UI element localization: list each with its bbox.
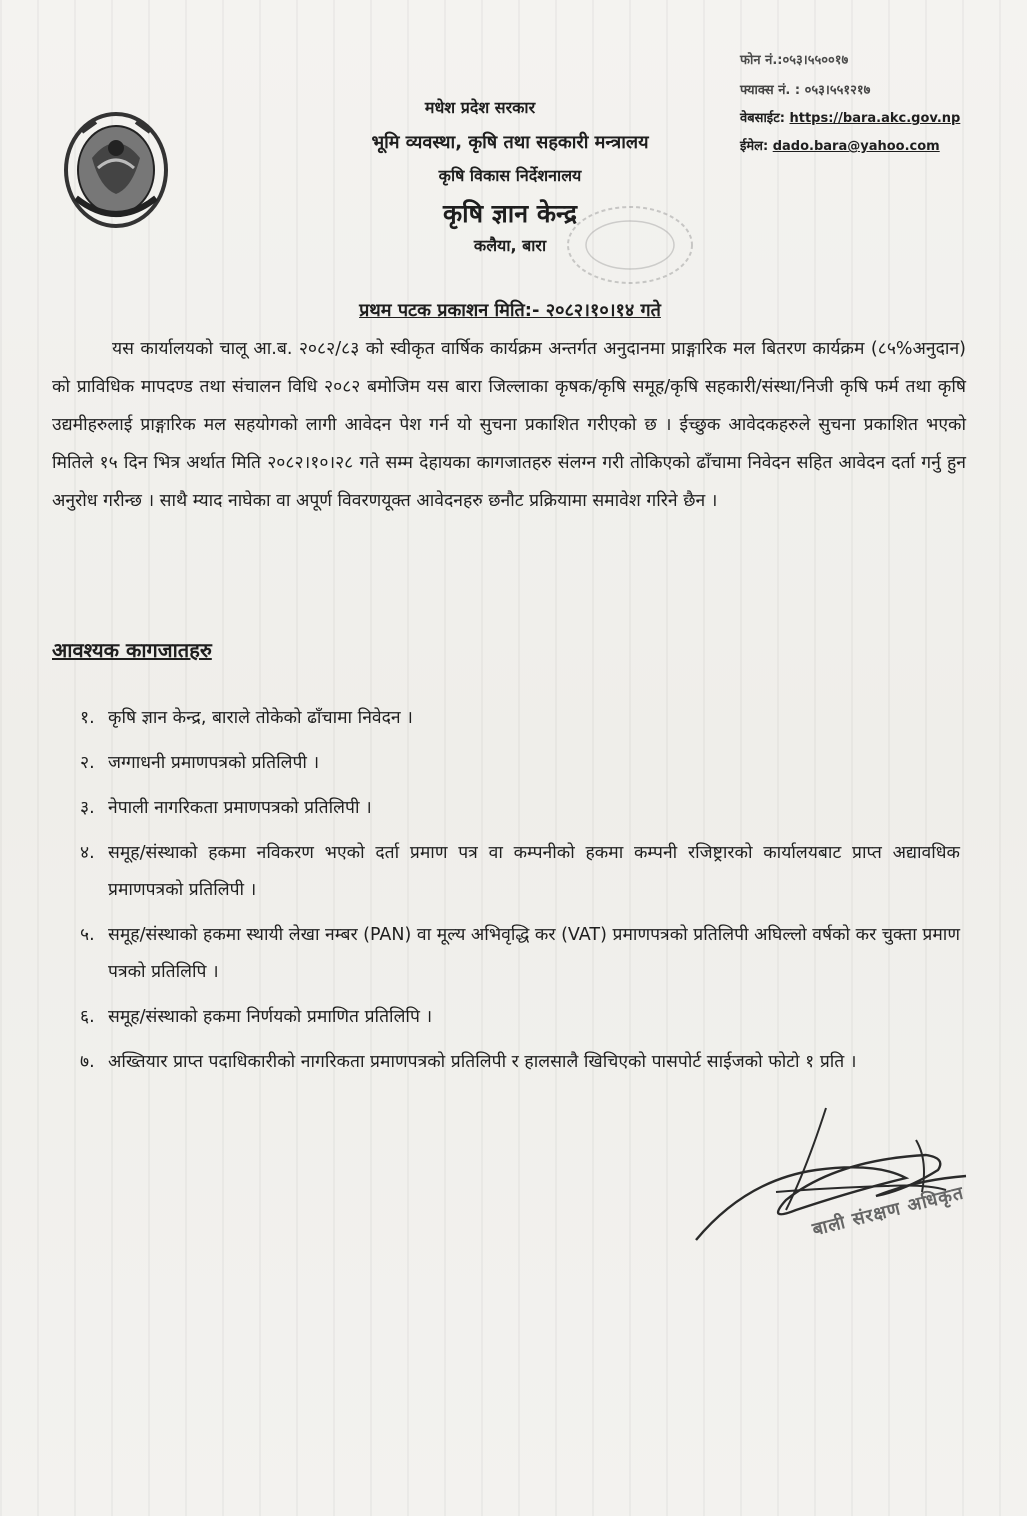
requirements-list [60,700,960,1089]
list-item [60,700,960,737]
list-item-number: १. [80,708,95,728]
email-link[interactable]: dado.bara@yahoo.com [772,139,940,154]
list-item-text: जग्गाधनी प्रमाणपत्रको प्रतिलिपी । [108,753,320,773]
office-stamp-icon [560,200,700,290]
list-item [60,1044,960,1081]
list-item-number: ४. [80,843,95,863]
email-label: ईमेल: [740,139,769,154]
website-label: वेबसाईट: [740,111,785,126]
publication-date: प्रथम पटक प्रकाशन मिति:- २०८२।१०।१४ गते [359,300,661,321]
header-location: कलैया, बारा [473,236,547,255]
list-item-number: ३. [80,798,95,818]
list-item-number: २. [80,753,95,773]
website-link[interactable]: https://bara.akc.gov.np [789,111,961,126]
header-office-name: कृषि ज्ञान केन्द्र [442,199,578,228]
list-item-text: नेपाली नागरिकता प्रमाणपत्रको प्रतिलिपी । [108,798,372,818]
list-item [60,999,960,1036]
contact-email [740,136,1020,154]
contact-phone: फोन नं.:०५३।५५००१७ [740,53,849,68]
list-item-text: कृषि ज्ञान केन्द्र, बाराले तोकेको ढाँचामा निवेदन । [108,708,413,728]
list-item [60,835,960,909]
requirements-heading: आवश्यक कागजातहरु [52,638,212,662]
signatory-stamp: बाली संरक्षण अधिकृत [810,1182,967,1241]
list-item-text: समूह/संस्थाको हकमा स्थायी लेखा नम्बर (PAN) वा मूल्य अभिवृद्धि कर (VAT) प्रमाणपत्रको प्रतिलिपी अघिल्लो वर्षको कर चुक्ता प्रमाण पत्रको प्रतिलिपि । [108,925,960,982]
header-directorate: कृषि विकास निर्देशनालय [438,166,582,185]
list-item [60,917,960,991]
header-province: मधेश प्रदेश सरकार [424,98,536,117]
list-item-number: ६. [80,1007,95,1027]
list-item-number: ५. [80,925,95,945]
list-item [60,745,960,782]
list-item-text: समूह/संस्थाको हकमा निर्णयको प्रमाणित प्रतिलिपि । [108,1007,433,1027]
nepal-emblem-icon [62,108,170,232]
header-ministry: भूमि व्यवस्था, कृषि तथा सहकारी मन्त्रालय [371,132,649,153]
list-item-number: ७. [80,1052,95,1072]
list-item-text: समूह/संस्थाको हकमा नविकरण भएको दर्ता प्रमाण पत्र वा कम्पनीको हकमा कम्पनी रजिष्ट्रारको कार्यालयबाट प्राप्त अद्यावधिक प्रमाणपत्रको प्रतिलिपी । [108,843,960,900]
list-item [60,790,960,827]
list-item-text: अख्तियार प्राप्त पदाधिकारीको नागरिकता प्रमाणपत्रको प्रतिलिपी र हालसालै खिचिएको पासपोर्ट साईजको फोटो १ प्रति । [108,1052,857,1072]
notice-paragraph: यस कार्यालयको चालू आ.ब. २०८२/८३ को स्वीकृत वार्षिक कार्यक्रम अन्तर्गत अनुदानमा प्राङ्गारिक मल बितरण कार्यक्रम (८५%अनुदान) को प्राविधिक मापदण्ड तथा संचालन विधि २०८२ बमोजिम यस बारा जिल्लाका कृषक/कृषि समूह/कृषि सहकारी/संस्था/निजी कृषि फर्म तथा कृषि उद्यमीहरुलाई प्राङ्गारिक मल सहयोगको लागी आवेदन पेश गर्न यो सुचना प्रकाशित गरीएको छ । ईच्छुक आवेदकहरुले सुचना प्रकाशित भएको मितिले १५ दिन भित्र अर्थात मिति २०८२।१०।२८ गते सम्म देहायका कागजातहरु संलग्न गरी तोकिएको ढाँचामा निवेदन सहित आवेदन दर्ता गर्नु हुन अनुरोध गरीन्छ । साथै म्याद नाघेका वा अपूर्ण विवरणयूक्त आवेदनहरु छनौट प्रक्रियामा समावेश गरिने छैन । [52,339,966,511]
contact-website [740,108,1020,126]
contact-fax: फ्याक्स नं. : ०५३।५५१२१७ [740,83,871,98]
